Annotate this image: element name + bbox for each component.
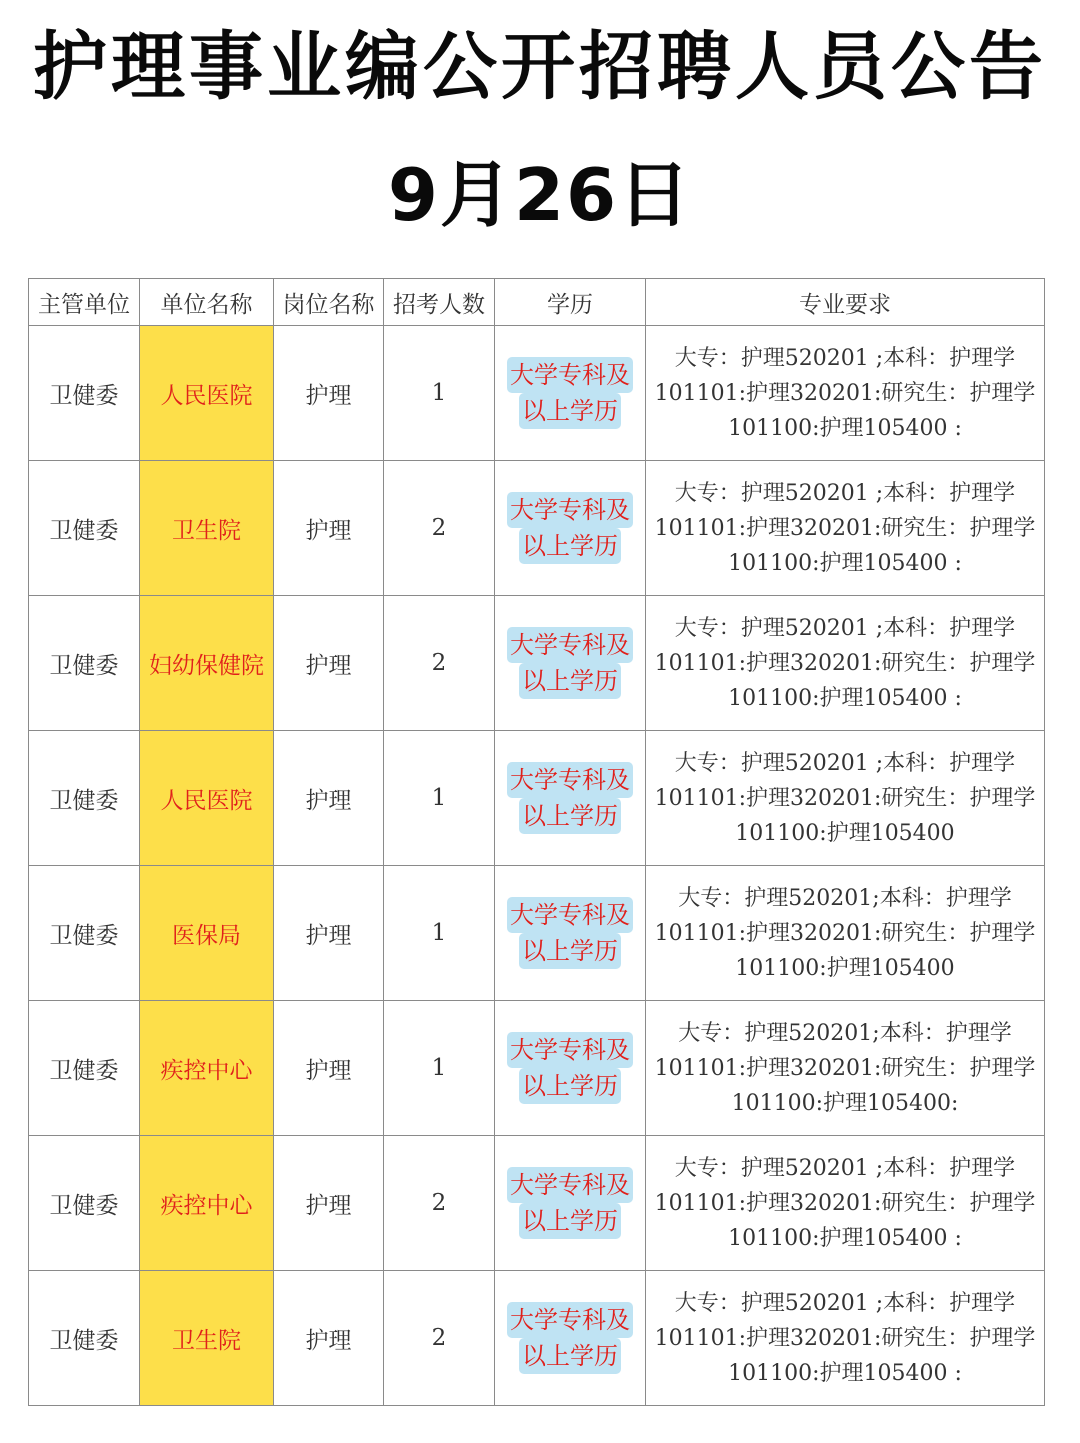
major-line: 大专：护理520201 ;本科：护理学 <box>674 1155 1016 1181</box>
cell-count: 1 <box>384 326 495 461</box>
header-unit: 单位名称 <box>140 279 274 326</box>
education-line: 大学专科及 <box>507 1302 633 1338</box>
cell-post: 护理 <box>274 866 384 1001</box>
table-header-row <box>29 279 1045 326</box>
cell-count: 2 <box>384 596 495 731</box>
education-line: 大学专科及 <box>507 1032 633 1068</box>
education-line: 以上学历 <box>519 1203 621 1239</box>
cell-education <box>495 731 646 866</box>
cell-unit: 人民医院 <box>140 326 274 461</box>
cell-dept: 卫健委 <box>29 326 140 461</box>
major-line: 大专：护理520201 ;本科：护理学 <box>674 480 1016 506</box>
education-line: 大学专科及 <box>507 897 633 933</box>
page-title: 护理事业编公开招聘人员公告 <box>33 24 1047 110</box>
header-education: 学历 <box>495 279 646 326</box>
cell-major <box>646 1001 1045 1136</box>
cell-dept: 卫健委 <box>29 1001 140 1136</box>
cell-education <box>495 1001 646 1136</box>
education-line: 以上学历 <box>519 798 621 834</box>
cell-major <box>646 866 1045 1001</box>
major-line: 101100:护理105400 : <box>728 1225 962 1251</box>
table-row <box>29 866 1045 1001</box>
cell-count: 2 <box>384 1136 495 1271</box>
cell-education <box>495 596 646 731</box>
cell-count: 1 <box>384 1001 495 1136</box>
cell-count: 1 <box>384 866 495 1001</box>
major-line: 大专：护理520201 ;本科：护理学 <box>674 750 1016 776</box>
major-line: 大专：护理520201 ;本科：护理学 <box>674 615 1016 641</box>
table-row <box>29 1271 1045 1406</box>
cell-dept: 卫健委 <box>29 461 140 596</box>
cell-major <box>646 326 1045 461</box>
cell-unit: 卫生院 <box>140 461 274 596</box>
cell-major <box>646 596 1045 731</box>
major-line: 101101:护理320201:研究生：护理学 <box>654 380 1036 406</box>
major-line: 101100:护理105400 <box>735 820 955 846</box>
header-count: 招考人数 <box>384 279 495 326</box>
cell-dept: 卫健委 <box>29 1136 140 1271</box>
cell-unit: 疾控中心 <box>140 1136 274 1271</box>
education-line: 大学专科及 <box>507 627 633 663</box>
major-line: 101101:护理320201:研究生：护理学 <box>654 1190 1036 1216</box>
cell-major <box>646 1271 1045 1406</box>
table-row <box>29 731 1045 866</box>
major-line: 101100:护理105400 <box>735 955 955 981</box>
cell-dept: 卫健委 <box>29 596 140 731</box>
cell-major <box>646 1136 1045 1271</box>
cell-education <box>495 461 646 596</box>
cell-post: 护理 <box>274 461 384 596</box>
table-row <box>29 1136 1045 1271</box>
education-line: 以上学历 <box>519 663 621 699</box>
major-line: 101100:护理105400 : <box>728 415 962 441</box>
major-line: 101101:护理320201:研究生：护理学 <box>654 785 1036 811</box>
education-line: 以上学历 <box>519 393 621 429</box>
header-post: 岗位名称 <box>274 279 384 326</box>
header-major: 专业要求 <box>646 279 1045 326</box>
cell-post: 护理 <box>274 1271 384 1406</box>
recruitment-table <box>28 278 1045 1406</box>
education-line: 以上学历 <box>519 933 621 969</box>
cell-post: 护理 <box>274 1136 384 1271</box>
cell-education <box>495 1271 646 1406</box>
major-line: 101100:护理105400 : <box>728 685 962 711</box>
major-line: 101101:护理320201:研究生：护理学 <box>654 1055 1036 1081</box>
education-line: 大学专科及 <box>507 1167 633 1203</box>
cell-post: 护理 <box>274 731 384 866</box>
cell-dept: 卫健委 <box>29 1271 140 1406</box>
education-line: 以上学历 <box>519 1068 621 1104</box>
announcement-date: 9月26日 <box>387 153 693 237</box>
cell-count: 2 <box>384 1271 495 1406</box>
major-line: 101100:护理105400 : <box>728 550 962 576</box>
cell-unit: 疾控中心 <box>140 1001 274 1136</box>
cell-count: 1 <box>384 731 495 866</box>
cell-education <box>495 326 646 461</box>
major-line: 大专：护理520201 ;本科：护理学 <box>674 345 1016 371</box>
table-row <box>29 596 1045 731</box>
education-line: 大学专科及 <box>507 762 633 798</box>
cell-unit: 人民医院 <box>140 731 274 866</box>
cell-major <box>646 731 1045 866</box>
cell-unit: 妇幼保健院 <box>140 596 274 731</box>
cell-dept: 卫健委 <box>29 866 140 1001</box>
cell-education <box>495 1136 646 1271</box>
cell-post: 护理 <box>274 596 384 731</box>
table-row <box>29 461 1045 596</box>
table-row <box>29 326 1045 461</box>
education-line: 以上学历 <box>519 1338 621 1374</box>
major-line: 大专：护理520201 ;本科：护理学 <box>674 1290 1016 1316</box>
cell-post: 护理 <box>274 1001 384 1136</box>
cell-unit: 卫生院 <box>140 1271 274 1406</box>
major-line: 101100:护理105400: <box>731 1090 959 1116</box>
major-line: 101101:护理320201:研究生：护理学 <box>654 650 1036 676</box>
major-line: 大专：护理520201;本科：护理学 <box>678 885 1012 911</box>
cell-count: 2 <box>384 461 495 596</box>
education-line: 大学专科及 <box>507 357 633 393</box>
cell-education <box>495 866 646 1001</box>
education-line: 以上学历 <box>519 528 621 564</box>
table-row <box>29 1001 1045 1136</box>
cell-post: 护理 <box>274 326 384 461</box>
cell-major <box>646 461 1045 596</box>
cell-unit: 医保局 <box>140 866 274 1001</box>
recruitment-table-container <box>28 278 1044 1406</box>
cell-dept: 卫健委 <box>29 731 140 866</box>
major-line: 101101:护理320201:研究生：护理学 <box>654 1325 1036 1351</box>
major-line: 101101:护理320201:研究生：护理学 <box>654 515 1036 541</box>
major-line: 大专：护理520201;本科：护理学 <box>678 1020 1012 1046</box>
header-dept: 主管单位 <box>29 279 140 326</box>
major-line: 101100:护理105400 : <box>728 1360 962 1386</box>
education-line: 大学专科及 <box>507 492 633 528</box>
major-line: 101101:护理320201:研究生：护理学 <box>654 920 1036 946</box>
